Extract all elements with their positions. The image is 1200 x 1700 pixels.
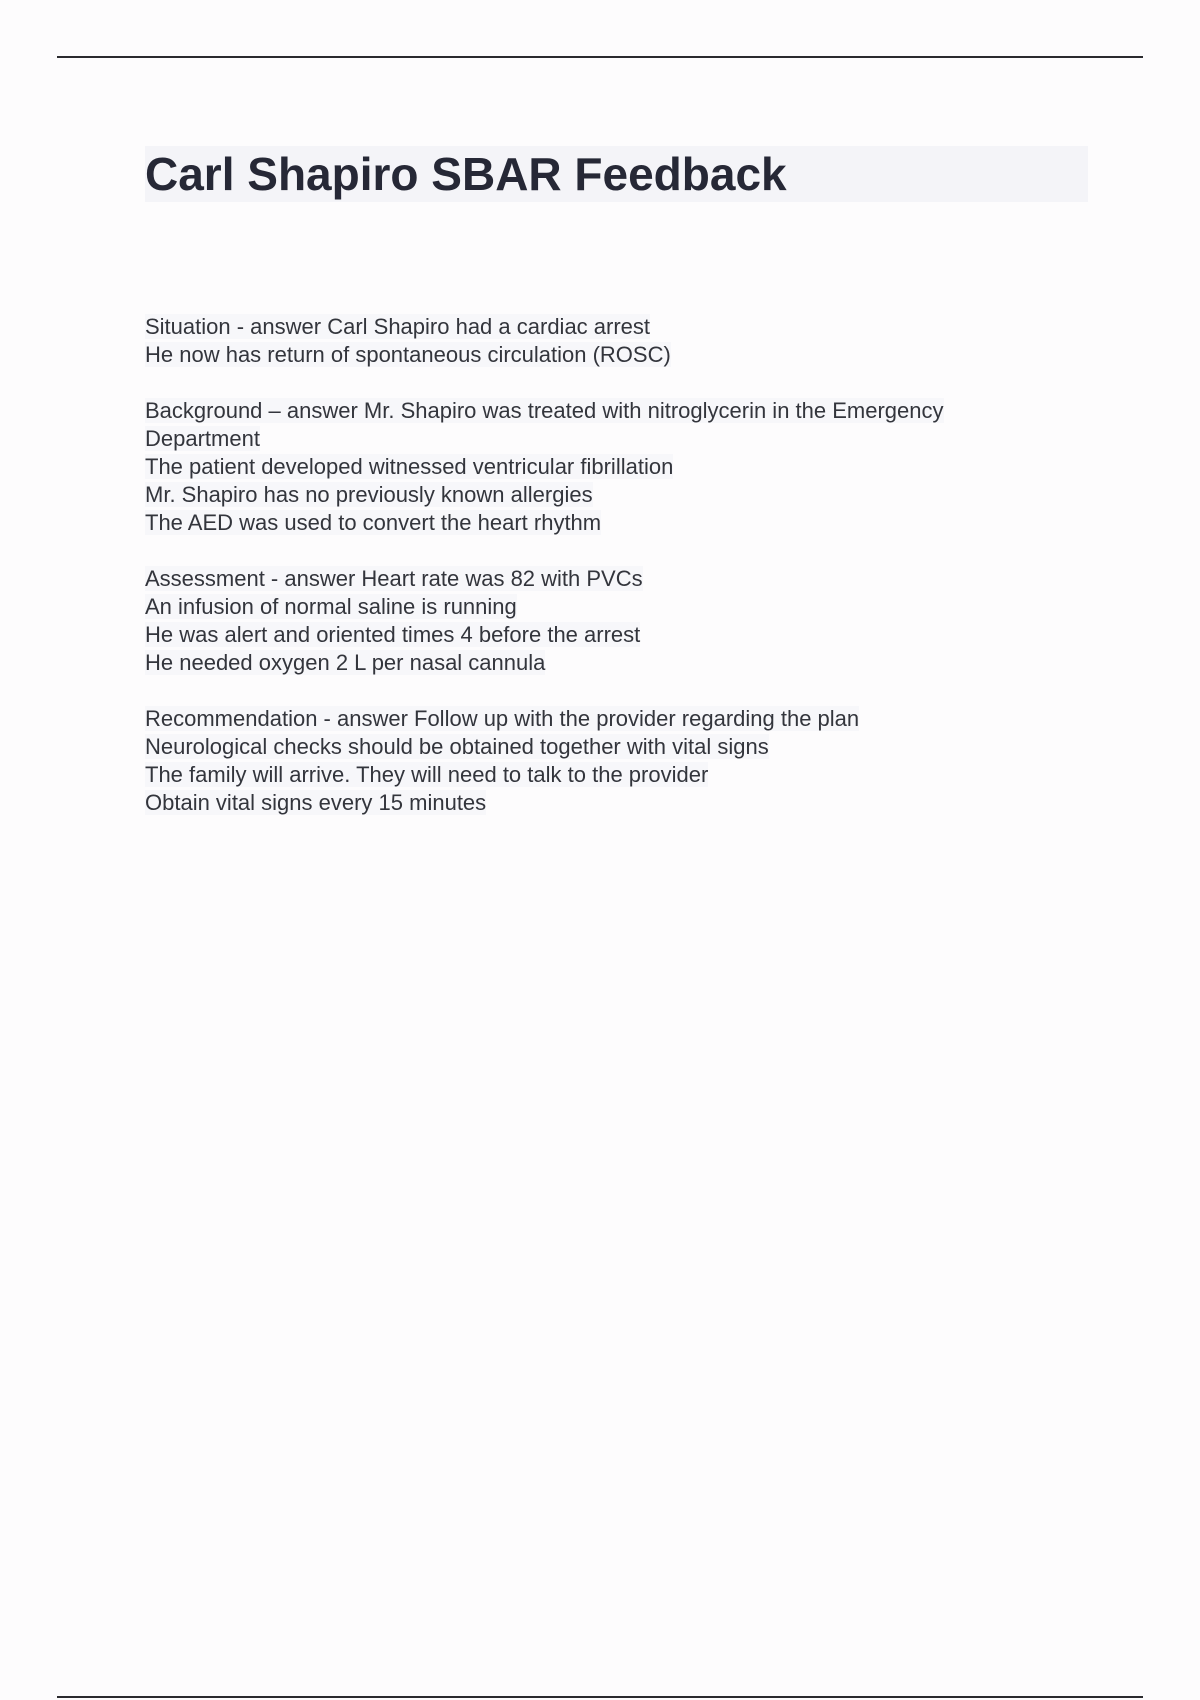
recommendation-line: The family will arrive. They will need to talk to the provider — [145, 762, 709, 787]
assessment-line: He was alert and oriented times 4 before the arrest — [145, 622, 641, 647]
top-rule — [57, 56, 1143, 58]
section-recommendation — [145, 705, 1085, 817]
background-line: The patient developed witnessed ventricular fibrillation — [145, 454, 674, 479]
situation-line: Situation - answer Carl Shapiro had a cardiac arrest — [145, 314, 651, 339]
bottom-rule — [57, 1696, 1143, 1698]
document-body — [145, 313, 1085, 845]
situation-line: He now has return of spontaneous circulation (ROSC) — [145, 342, 671, 367]
recommendation-line: Recommendation - answer Follow up with the provider regarding the plan — [145, 706, 860, 731]
recommendation-line: Obtain vital signs every 15 minutes — [145, 790, 487, 815]
background-line: Mr. Shapiro has no previously known allergies — [145, 482, 593, 507]
background-line: The AED was used to convert the heart rhythm — [145, 510, 602, 535]
assessment-line: He needed oxygen 2 L per nasal cannula — [145, 650, 546, 675]
assessment-line: Assessment - answer Heart rate was 82 with PVCs — [145, 566, 643, 591]
section-assessment — [145, 565, 1085, 677]
background-line: Background – answer Mr. Shapiro was treated with nitroglycerin in the Emergency — [145, 398, 944, 423]
assessment-line: An infusion of normal saline is running — [145, 594, 517, 619]
section-situation — [145, 313, 1085, 369]
section-background — [145, 397, 1085, 537]
recommendation-line: Neurological checks should be obtained together with vital signs — [145, 734, 769, 759]
document-title: Carl Shapiro SBAR Feedback — [145, 148, 787, 200]
background-line: Department — [145, 426, 260, 451]
